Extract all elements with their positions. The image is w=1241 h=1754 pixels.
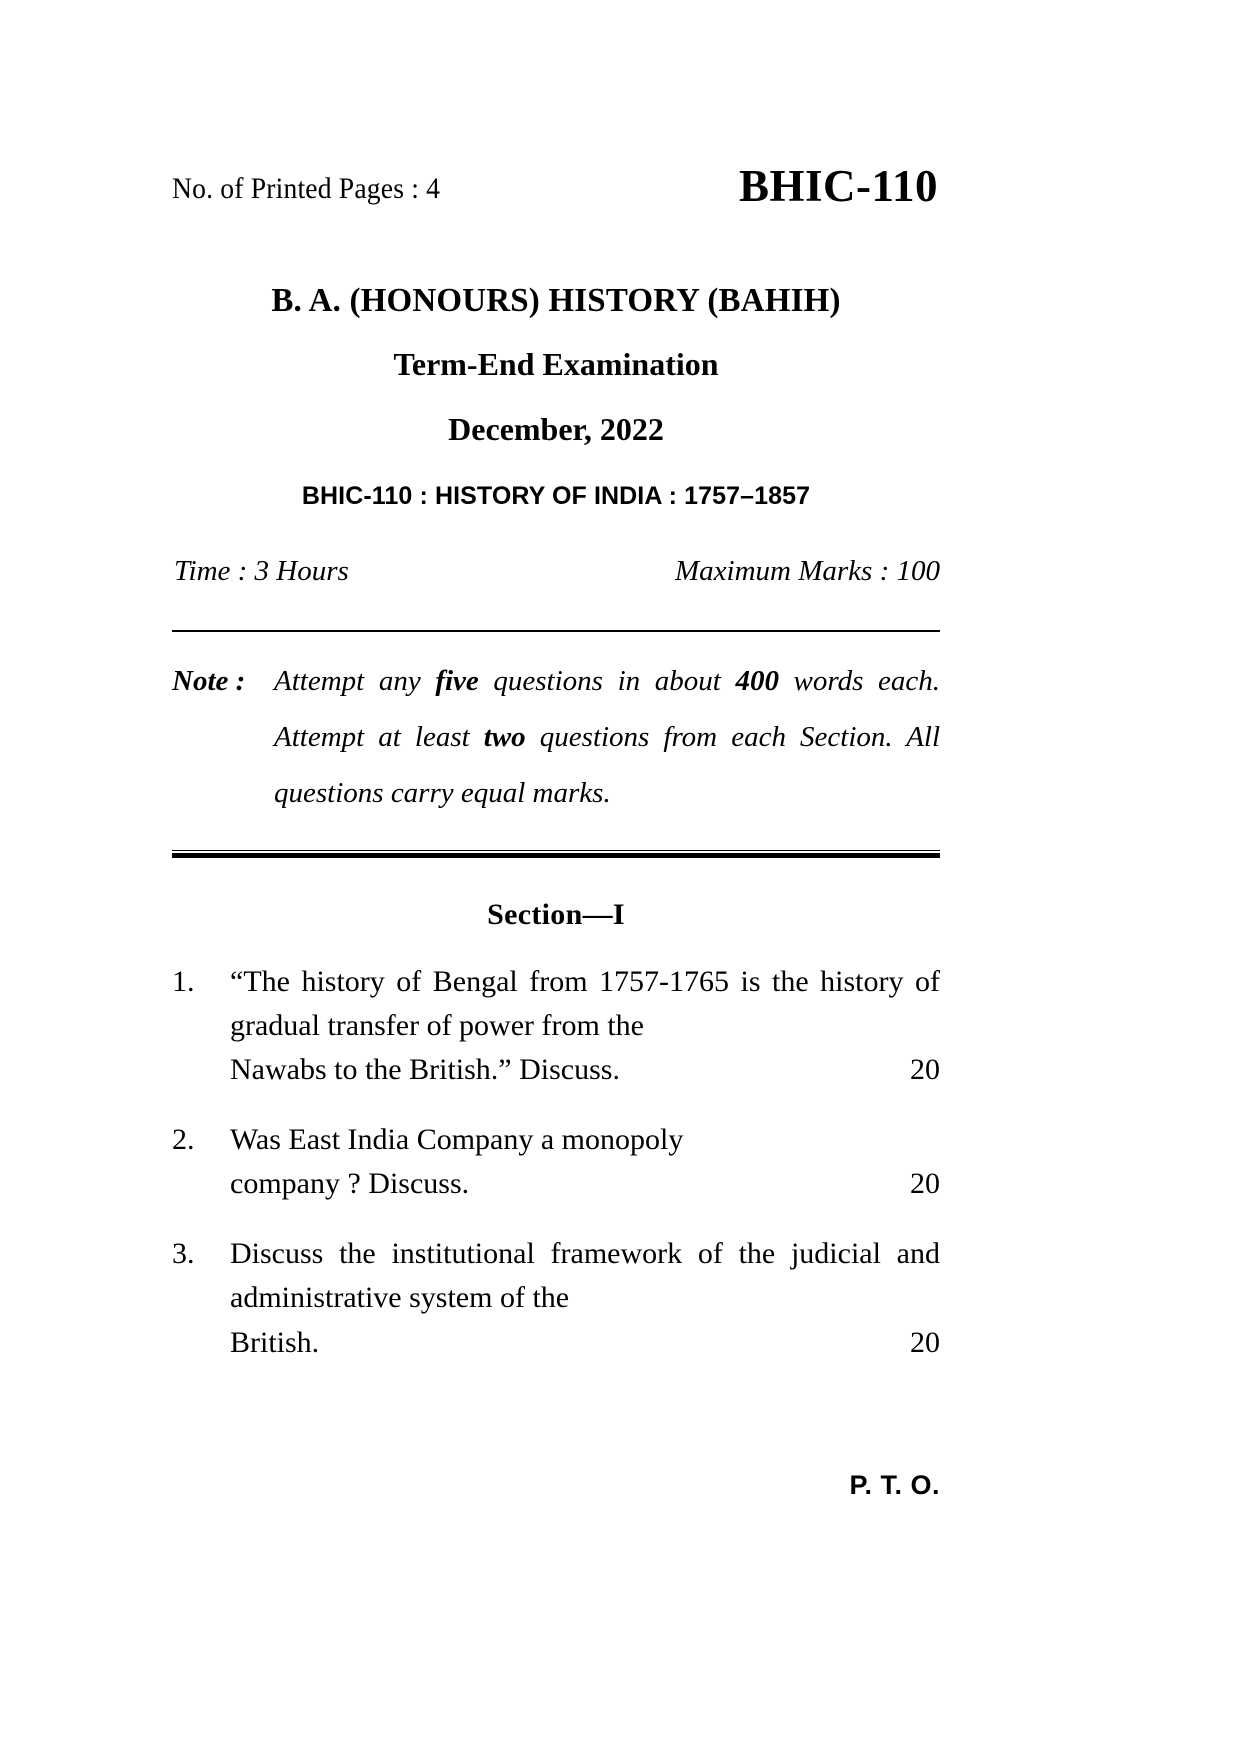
question-body: “The history of Bengal from 1757-1765 is the history of gradual transfer of power from the <box>230 964 940 1042</box>
note-block <box>172 654 940 822</box>
subject-title: BHIC-110 : HISTORY OF INDIA : 1757–1857 <box>301 482 811 510</box>
exam-type-title: Term-End Examination <box>393 346 719 382</box>
note-line1-part3: questions in about <box>478 665 721 697</box>
question-list <box>172 960 940 1365</box>
note-line4: carry equal marks. <box>390 776 611 809</box>
exam-duration: Time : 3 Hours <box>174 555 349 587</box>
note-label: Note : <box>172 665 246 697</box>
note-line2-part2: words each. Attempt at least <box>274 665 941 753</box>
divider-thick-line <box>172 853 940 858</box>
question-number: 1. <box>172 964 195 998</box>
question-tail-text: British. <box>230 1325 320 1359</box>
course-code: BHIC-110 <box>738 161 938 211</box>
question-number: 3. <box>172 1237 195 1271</box>
title-block <box>172 282 940 448</box>
note-emphasis-400: 400 <box>735 665 779 697</box>
question-tail-text: Nawabs to the British.” Discuss. <box>230 1053 620 1087</box>
printed-pages-label: No. of Printed Pages : 4 <box>172 172 441 205</box>
divider-thin-line <box>172 850 940 851</box>
question-item <box>172 960 940 1092</box>
question-number: 2. <box>172 1123 195 1157</box>
question-marks: 20 <box>910 1325 940 1359</box>
session-title: December, 2022 <box>448 411 664 447</box>
page-content <box>172 0 941 1500</box>
exam-meta-row <box>172 555 940 595</box>
page-turn-over-label: P. T. O. <box>849 1470 940 1500</box>
question-tail-line <box>230 1162 940 1206</box>
question-tail-text: company ? Discuss. <box>230 1167 470 1201</box>
divider-double <box>172 850 940 858</box>
section-heading: Section—I <box>487 897 625 931</box>
question-marks: 20 <box>910 1167 940 1201</box>
note-emphasis-two: two <box>483 720 526 753</box>
header-row <box>172 160 940 240</box>
question-marks: 20 <box>910 1053 940 1087</box>
question-text <box>230 1118 940 1206</box>
programme-title: B. A. (HONOURS) HISTORY (BAHIH) <box>271 282 841 319</box>
question-tail-line <box>230 1048 940 1092</box>
question-item <box>172 1118 940 1206</box>
question-body: Was East India Company a monopoly <box>230 1123 684 1157</box>
question-tail-line <box>230 1321 940 1365</box>
note-body <box>274 654 940 822</box>
question-text <box>230 960 940 1092</box>
question-body: Discuss the institutional framework of the judicial and administrative system of the <box>230 1237 940 1315</box>
note-line1-part1: Attempt any <box>274 665 436 697</box>
note-line3: questions from each Section. All questions <box>274 720 941 809</box>
question-item <box>172 1232 940 1364</box>
question-text <box>230 1232 940 1364</box>
note-emphasis-five: five <box>435 665 479 697</box>
exam-max-marks: Maximum Marks : 100 <box>675 555 940 587</box>
divider-single <box>172 630 940 632</box>
